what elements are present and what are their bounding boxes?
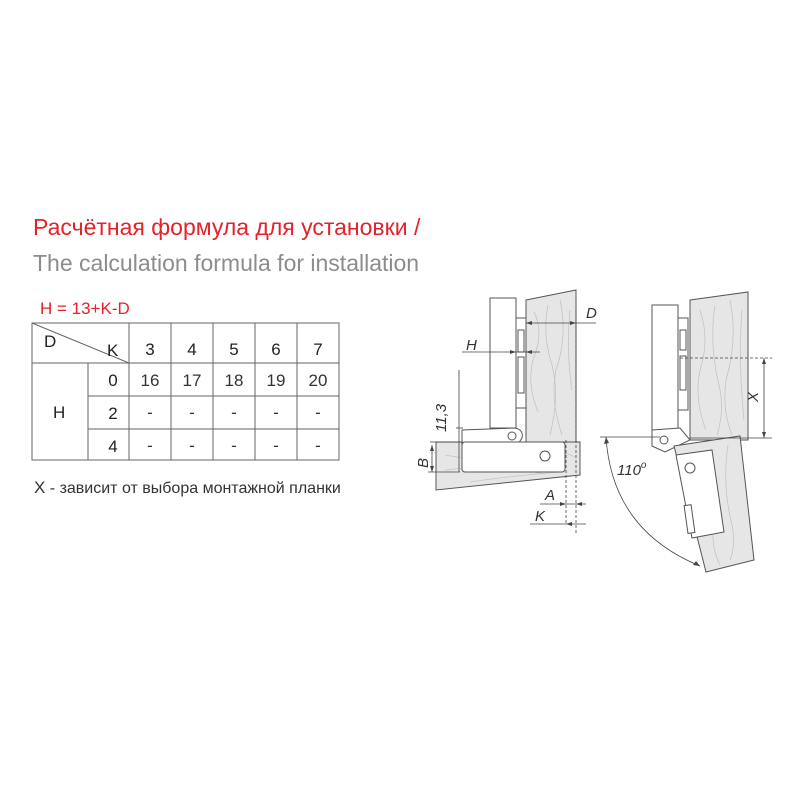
table-cell: - — [189, 436, 195, 455]
cup-screw — [685, 463, 695, 473]
table-cell: - — [231, 436, 237, 455]
note-symbol-x: X — [34, 478, 46, 497]
dimension-label-d: D — [586, 305, 597, 322]
table-cell: - — [147, 436, 153, 455]
table-cell: - — [189, 403, 195, 422]
cabinet-panel — [526, 290, 576, 445]
k-value: 7 — [313, 340, 323, 359]
table-border — [32, 323, 339, 460]
hinge-diagram-closed — [428, 290, 596, 535]
hinge-diagram-open — [600, 292, 772, 572]
calculation-table — [32, 323, 339, 460]
cabinet-panel — [690, 292, 748, 440]
plate-detail — [680, 330, 686, 350]
plate-detail — [518, 330, 524, 352]
plate-detail — [680, 356, 686, 390]
title-russian: Расчётная формула для установки / — [33, 214, 421, 240]
dimension-label-h: H — [466, 337, 477, 354]
row-label-h: H — [53, 403, 66, 422]
hinge-pivot — [660, 436, 668, 444]
plate-detail — [518, 357, 524, 393]
table-cell: - — [147, 403, 153, 422]
dimension-label-a: A — [545, 487, 556, 504]
table-cell: 17 — [182, 371, 202, 390]
angle-degree-mark: o — [640, 460, 647, 471]
note-text: - зависит от выбора монтажной планки — [45, 480, 341, 497]
dimension-label-b: B — [415, 457, 432, 468]
table-cell: - — [273, 403, 279, 422]
header-d: D — [44, 332, 57, 351]
header-k: K — [107, 341, 119, 360]
row-k: 4 — [108, 437, 118, 456]
k-value: 5 — [229, 340, 239, 359]
angle-arrow — [604, 437, 609, 444]
hinge-pivot — [508, 432, 516, 440]
table-cell: - — [315, 403, 321, 422]
k-value: 4 — [187, 340, 197, 359]
k-value: 3 — [145, 340, 155, 359]
table-cell: - — [273, 436, 279, 455]
table-cell: 18 — [224, 371, 244, 390]
formula: H = 13+K-D — [40, 299, 130, 318]
dimension-label-x: X — [745, 391, 762, 402]
dimension-label-k: K — [535, 508, 546, 525]
angle-label — [617, 460, 647, 479]
hinge-arm — [652, 305, 678, 430]
angle-value: 110 — [617, 462, 641, 479]
mounting-note — [34, 478, 341, 498]
table-cell: - — [231, 403, 237, 422]
table-cell: 19 — [266, 371, 286, 390]
hinge-arm — [490, 298, 516, 428]
title-english: The calculation formula for installation — [33, 250, 420, 276]
cup-screw — [540, 451, 550, 461]
k-value: 6 — [271, 340, 281, 359]
dimension-label-11-3: 11,3 — [433, 403, 450, 432]
table-cell: - — [315, 436, 321, 455]
row-k: 0 — [108, 371, 118, 390]
table-cell: 16 — [140, 371, 160, 390]
row-k: 2 — [108, 404, 118, 423]
table-cell: 20 — [308, 371, 328, 390]
